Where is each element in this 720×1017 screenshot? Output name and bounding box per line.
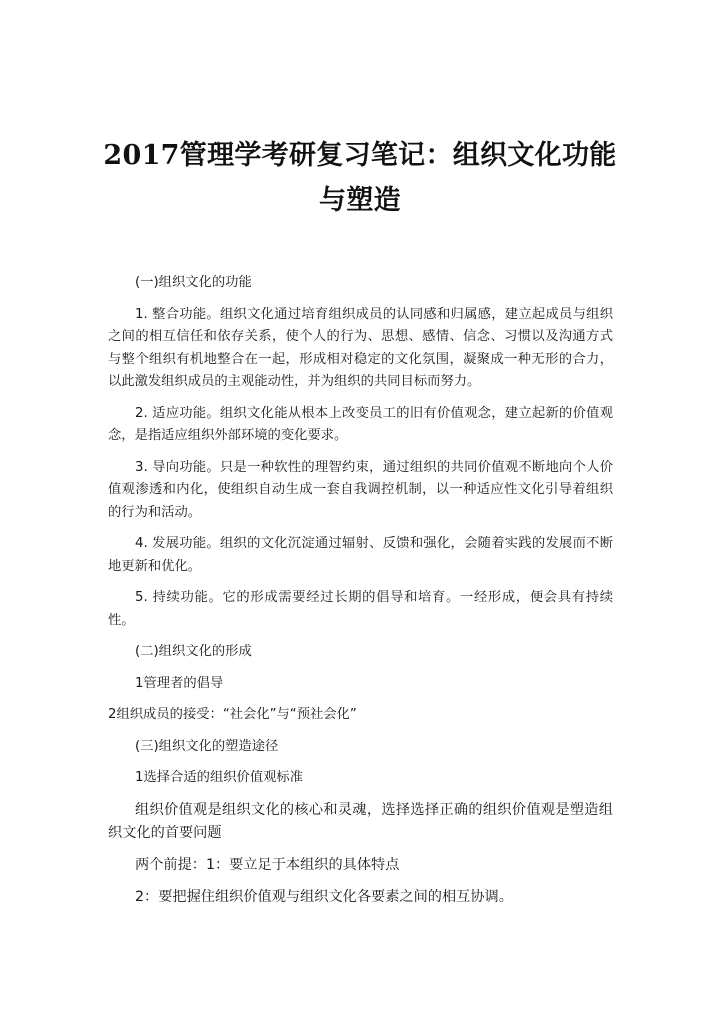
document-body (108, 272, 613, 918)
paragraph: 2组织成员的接受：“社会化”与“预社会化” (108, 707, 357, 722)
paragraph: 5. 持续功能。它的形成需要经过长期的倡导和培育。一经形成，便会具有持续性。 (108, 590, 613, 628)
section-heading: (三)组织文化的塑造途径 (135, 738, 279, 754)
paragraph: 两个前提：1：要立足于本组织的具体特点 (135, 856, 400, 873)
paragraph: 4. 发展功能。组织的文化沉淀通过辐射、反馈和强化，会随着实践的发展而不断地更新和优化。 (108, 536, 613, 574)
paragraph: 2. 适应功能。组织文化能从根本上改变员工的旧有价值观念，建立起新的价值观念，是指适应组织外部环境的变化要求。 (108, 405, 613, 443)
section-heading: (二)组织文化的形成 (135, 644, 252, 659)
paragraph: 1. 整合功能。组织文化通过培育组织成员的认同感和归属感，建立起成员与组织之间的相互信任和依存关系，使个人的行为、思想、感情、信念、习惯以及沟通方式与整个组织有机地整合在一起，形成相对稳定的文化氛围，凝聚成一种无形的合力，以此激发组织成员的主观能动性，并为组织的共同目标而努力。 (108, 306, 613, 389)
section-heading: (一)组织文化的功能 (135, 275, 252, 290)
paragraph: 1管理者的倡导 (135, 675, 224, 691)
paragraph: 组织价值观是组织文化的核心和灵魂，选择选择正确的组织价值观是塑造组织文化的首要问题 (108, 801, 613, 841)
paragraph: 3. 导向功能。只是一种软性的理智约束，通过组织的共同价值观不断地向个人价值观渗透和内化，使组织自动生成一套自我调控机制，以一种适应性文化引导着组织的行为和活动。 (108, 459, 613, 520)
document-title: 2017管理学考研复习笔记：组织文化功能与塑造 (103, 140, 617, 216)
paragraph: 1选择合适的组织价值观标准 (135, 770, 304, 785)
paragraph: 2：要把握住组织价值观与组织文化各要素之间的相互协调。 (135, 888, 513, 905)
